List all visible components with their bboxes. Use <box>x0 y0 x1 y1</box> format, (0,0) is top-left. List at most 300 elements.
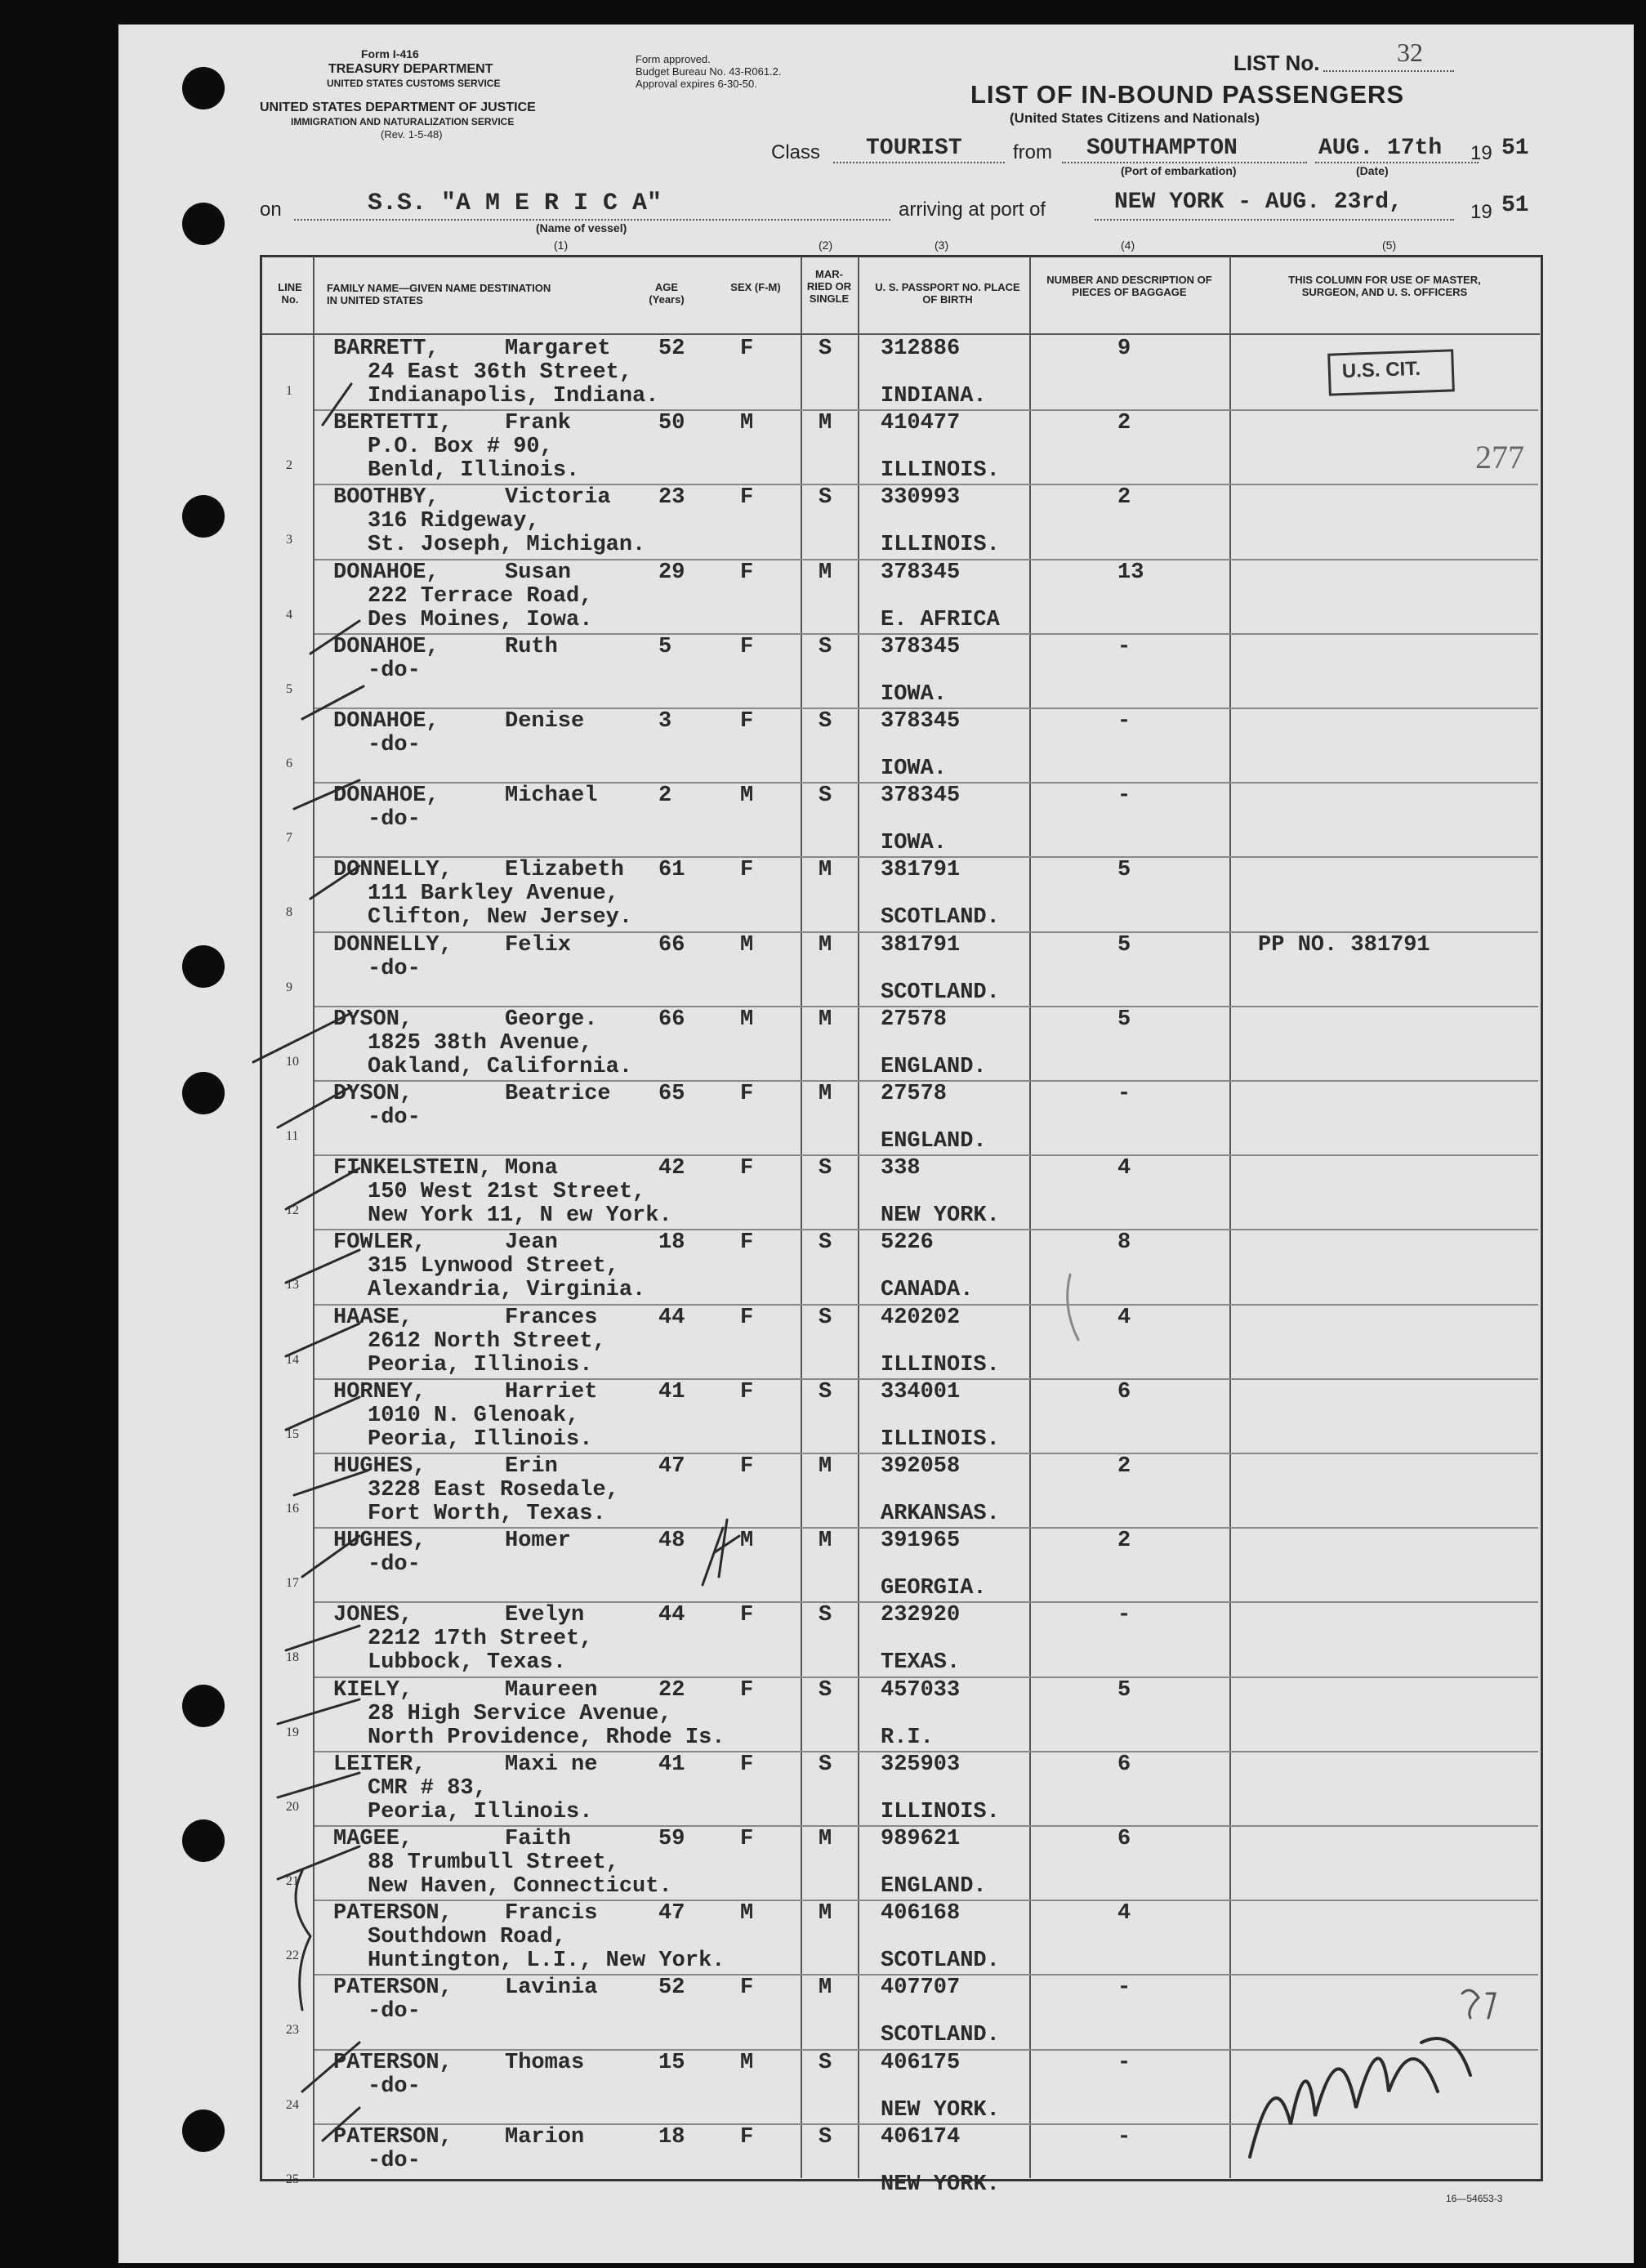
family-name: JONES, <box>333 1603 413 1628</box>
punch-hole <box>182 67 225 109</box>
passport-number: 312886 <box>881 337 961 361</box>
address-line-2: North Providence, Rhode Is. <box>368 1725 725 1750</box>
col-num-1: (1) <box>554 239 569 252</box>
col-divider-sex <box>801 257 802 2178</box>
footer-code: 16—54653-3 <box>1446 2193 1503 2204</box>
class-label: Class <box>771 141 821 163</box>
given-name: Mona <box>505 1156 558 1181</box>
baggage-pieces: 6 <box>1117 1379 1131 1404</box>
address-line-1: 1825 38th Avenue, <box>368 1030 593 1056</box>
age: 42 <box>658 1156 685 1181</box>
baggage-pieces: - <box>1117 2124 1131 2150</box>
married-or-single: M <box>819 858 832 883</box>
address-line-2: Peoria, Illinois. <box>368 1352 593 1377</box>
baggage-pieces: 2 <box>1117 1454 1131 1479</box>
col-divider-line <box>313 257 314 2178</box>
baggage-pieces: - <box>1117 784 1131 809</box>
line-number: 25 <box>286 2172 299 2186</box>
col-divider-passport <box>1029 257 1031 2178</box>
on-label: on <box>260 199 282 221</box>
col-divider-baggage <box>1229 257 1231 2178</box>
family-name: BARRETT, <box>333 337 439 361</box>
place-of-birth: ENGLAND. <box>881 1129 987 1154</box>
line-number: 6 <box>286 757 292 770</box>
age: 29 <box>658 560 685 585</box>
sex: M <box>740 784 754 809</box>
address-line-1: -do- <box>368 1552 421 1578</box>
baggage-pieces: - <box>1117 2050 1131 2075</box>
given-name: Felix <box>505 932 572 958</box>
family-name: DYSON, <box>333 1007 413 1032</box>
embark-year: 51 <box>1501 136 1529 161</box>
family-name: HORNEY, <box>333 1379 426 1404</box>
age: 61 <box>658 858 685 883</box>
address-line-1: P.O. Box # 90, <box>368 435 553 460</box>
baggage-pieces: 2 <box>1117 411 1131 436</box>
age: 44 <box>658 1305 685 1330</box>
family-name: PATERSON, <box>333 2050 453 2075</box>
year-prefix-1: 19 <box>1470 142 1492 164</box>
given-name: Thomas <box>505 2050 585 2075</box>
sex: F <box>740 1976 754 2001</box>
line-number: 4 <box>286 607 292 622</box>
line-number: 5 <box>286 681 292 696</box>
address-line-2: New York 11, N ew York. <box>368 1203 672 1229</box>
passport-number: 334001 <box>881 1379 961 1404</box>
given-name: Marion <box>505 2124 585 2150</box>
place-of-birth: ARKANSAS. <box>881 1502 1000 1526</box>
given-name: Maxi ne <box>505 1752 598 1777</box>
sex: M <box>740 411 754 436</box>
address-line-1: Southdown Road, <box>368 1925 567 1950</box>
line-number: 14 <box>286 1352 299 1367</box>
class-value: TOURIST <box>866 136 962 161</box>
family-name: DONAHOE, <box>333 634 439 659</box>
header-passport: U. S. PASSPORT NO. PLACE OF BIRTH <box>875 281 1020 306</box>
given-name: Frank <box>505 411 572 436</box>
sex: F <box>740 1752 754 1777</box>
budget-bureau: Budget Bureau No. 43-R061.2. <box>636 65 782 78</box>
list-subtitle: (United States Citizens and Nationals) <box>1010 110 1260 126</box>
age: 2 <box>658 784 672 809</box>
address-line-1: 111 Barkley Avenue, <box>368 882 619 907</box>
address-line-1: -do- <box>368 1105 421 1130</box>
address-line-2: Des Moines, Iowa. <box>368 607 593 632</box>
place-of-birth: NEW YORK. <box>881 2172 1000 2197</box>
married-or-single: S <box>819 1230 832 1256</box>
punch-hole <box>182 2110 225 2152</box>
address-line-2: New Haven, Connecticut. <box>368 1874 672 1899</box>
header-age: AGE (Years) <box>649 281 685 306</box>
married-or-single: M <box>819 1976 832 2001</box>
passport-number: 232920 <box>881 1603 961 1628</box>
family-name: HUGHES, <box>333 1454 426 1479</box>
given-name: Erin <box>505 1454 558 1479</box>
vessel-line <box>294 219 890 221</box>
family-name: PATERSON, <box>333 1901 453 1926</box>
sex: M <box>740 1007 754 1032</box>
margin-number: 277 <box>1475 439 1524 475</box>
married-or-single: S <box>819 1752 832 1777</box>
given-name: Francis <box>505 1901 598 1926</box>
married-or-single: M <box>819 932 832 958</box>
passport-number: 406174 <box>881 2124 961 2150</box>
address-line-1: 3228 East Rosedale, <box>368 1478 619 1502</box>
header-baggage: NUMBER AND DESCRIPTION OF PIECES OF BAGGAGE <box>1046 274 1212 298</box>
punch-hole <box>182 203 225 245</box>
age: 44 <box>658 1603 685 1628</box>
sex: F <box>740 1677 754 1703</box>
date-caption: (Date) <box>1356 164 1389 177</box>
sex: F <box>740 560 754 585</box>
place-of-birth: SCOTLAND. <box>881 905 1000 931</box>
passport-number: 27578 <box>881 1082 948 1106</box>
passport-number: 27578 <box>881 1007 948 1032</box>
baggage-pieces: 5 <box>1117 858 1131 883</box>
married-or-single: S <box>819 2124 832 2150</box>
address-line-1: 2212 17th Street, <box>368 1627 593 1652</box>
family-name: DONNELLY, <box>333 858 453 883</box>
address-line-2: Huntington, L.I., New York. <box>368 1949 725 1974</box>
given-name: Jean <box>505 1230 558 1256</box>
line-number: 17 <box>286 1576 299 1591</box>
age: 41 <box>658 1379 685 1404</box>
customs-service: UNITED STATES CUSTOMS SERVICE <box>327 78 501 89</box>
passport-number: 325903 <box>881 1752 961 1777</box>
age: 47 <box>658 1901 685 1926</box>
baggage-pieces: 5 <box>1117 1007 1131 1032</box>
address-line-1: -do- <box>368 2074 421 2099</box>
address-line-2: Fort Worth, Texas. <box>368 1502 606 1526</box>
address-line-1: -do- <box>368 807 421 833</box>
sex: F <box>740 1230 754 1256</box>
given-name: Susan <box>505 560 572 585</box>
married-or-single: M <box>819 560 832 585</box>
address-line-1: CMR # 83, <box>368 1775 487 1801</box>
address-line-1: 88 Trumbull Street, <box>368 1851 619 1875</box>
line-number: 1 <box>286 384 292 398</box>
line-number: 24 <box>286 2097 299 2112</box>
list-title: LIST OF IN-BOUND PASSENGERS <box>970 80 1405 109</box>
given-name: Michael <box>505 784 598 809</box>
header-name: FAMILY NAME—GIVEN NAME DESTINATION IN UNITED STATES <box>327 282 551 306</box>
address-line-2: Alexandria, Virginia. <box>368 1278 646 1303</box>
class-line <box>833 162 1005 163</box>
baggage-pieces: 9 <box>1117 337 1131 361</box>
address-line-2: Lubbock, Texas. <box>368 1650 567 1676</box>
passport-number: 420202 <box>881 1305 961 1330</box>
place-of-birth: R.I. <box>881 1725 934 1750</box>
address-line-1: 24 East 36th Street, <box>368 360 633 385</box>
col-num-2: (2) <box>819 239 833 252</box>
punch-hole <box>182 1819 225 1862</box>
family-name: BOOTHBY, <box>333 485 439 511</box>
married-or-single: S <box>819 709 832 734</box>
embark-caption: (Port of embarkation) <box>1121 164 1237 177</box>
sex: M <box>740 932 754 958</box>
line-number: 11 <box>286 1129 299 1143</box>
officer-note: PP NO. 381791 <box>1258 932 1430 958</box>
sex: F <box>740 1827 754 1851</box>
age: 50 <box>658 411 685 436</box>
baggage-pieces: 8 <box>1117 1230 1131 1256</box>
place-of-birth: ILLINOIS. <box>881 1426 1000 1452</box>
passport-number: 378345 <box>881 560 961 585</box>
baggage-pieces: 2 <box>1117 1529 1131 1554</box>
col-num-5: (5) <box>1382 239 1397 252</box>
address-line-1: 315 Lynwood Street, <box>368 1254 619 1279</box>
married-or-single: S <box>819 1379 832 1404</box>
list-number: 32 <box>1397 38 1423 67</box>
given-name: Maureen <box>505 1677 598 1703</box>
passport-number: 457033 <box>881 1677 961 1703</box>
baggage-pieces: 5 <box>1117 1677 1131 1703</box>
address-line-1: 1010 N. Glenoak, <box>368 1403 580 1428</box>
place-of-birth: TEXAS. <box>881 1650 961 1676</box>
baggage-pieces: - <box>1117 1603 1131 1628</box>
address-line-2: St. Joseph, Michigan. <box>368 533 646 558</box>
passport-number: 330993 <box>881 485 961 511</box>
sex: F <box>740 485 754 511</box>
place-of-birth: SCOTLAND. <box>881 2023 1000 2048</box>
family-name: BERTETTI, <box>333 411 453 436</box>
baggage-pieces: 4 <box>1117 1305 1131 1330</box>
date-line <box>1315 162 1479 163</box>
passport-number: 378345 <box>881 634 961 659</box>
col-num-3: (3) <box>935 239 949 252</box>
sex: F <box>740 709 754 734</box>
address-line-2: Peoria, Illinois. <box>368 1799 593 1824</box>
married-or-single: M <box>819 1082 832 1106</box>
family-name: FINKELSTEIN, <box>333 1156 493 1181</box>
baggage-pieces: - <box>1117 634 1131 659</box>
line-number: 9 <box>286 980 292 994</box>
age: 18 <box>658 2124 685 2150</box>
given-name: Lavinia <box>505 1976 598 2001</box>
place-of-birth: SCOTLAND. <box>881 980 1000 1005</box>
sex: F <box>740 858 754 883</box>
place-of-birth: IOWA. <box>881 757 948 781</box>
given-name: Beatrice <box>505 1082 611 1106</box>
place-of-birth: NEW YORK. <box>881 2097 1000 2123</box>
arrival-line <box>1095 219 1454 221</box>
married-or-single: M <box>819 1007 832 1032</box>
form-number: Form I-416 <box>361 47 419 60</box>
age: 52 <box>658 337 685 361</box>
sex: F <box>740 1305 754 1330</box>
given-name: Frances <box>505 1305 598 1330</box>
married-or-single: S <box>819 784 832 809</box>
year-prefix-2: 19 <box>1470 201 1492 223</box>
line-number: 3 <box>286 533 292 547</box>
sex: M <box>740 1901 754 1926</box>
sex: F <box>740 1082 754 1106</box>
line-number: 22 <box>286 1949 299 1963</box>
embark-line <box>1062 162 1307 163</box>
form-revision: (Rev. 1-5-48) <box>381 128 443 141</box>
married-or-single: M <box>819 1529 832 1554</box>
place-of-birth: IOWA. <box>881 681 948 707</box>
line-number: 23 <box>286 2023 299 2038</box>
place-of-birth: E. AFRICA <box>881 607 1000 632</box>
header-sex: SEX (F-M) <box>730 281 781 293</box>
passport-number: 406168 <box>881 1901 961 1926</box>
list-no-line <box>1323 70 1454 72</box>
baggage-pieces: 4 <box>1117 1901 1131 1926</box>
given-name: Evelyn <box>505 1603 585 1628</box>
place-of-birth: NEW YORK. <box>881 1203 1000 1229</box>
sex: F <box>740 634 754 659</box>
family-name: DYSON, <box>333 1082 413 1106</box>
sex: F <box>740 1156 754 1181</box>
passport-number: 381791 <box>881 858 961 883</box>
age: 65 <box>658 1082 685 1106</box>
line-number: 20 <box>286 1799 299 1814</box>
age: 48 <box>658 1529 685 1554</box>
embark-date: AUG. 17th <box>1318 136 1443 161</box>
sex: F <box>740 337 754 361</box>
family-name: HAASE, <box>333 1305 413 1330</box>
family-name: PATERSON, <box>333 2124 453 2150</box>
passport-number: 5226 <box>881 1230 934 1256</box>
baggage-pieces: 5 <box>1117 932 1131 958</box>
age: 22 <box>658 1677 685 1703</box>
place-of-birth: CANADA. <box>881 1278 974 1303</box>
married-or-single: S <box>819 1305 832 1330</box>
treasury-department: TREASURY DEPARTMENT <box>328 62 493 76</box>
age: 15 <box>658 2050 685 2075</box>
sex: F <box>740 1603 754 1628</box>
vessel-name: S.S. "A M E R I C A" <box>368 190 662 217</box>
place-of-birth: ENGLAND. <box>881 1054 987 1079</box>
age: 23 <box>658 485 685 511</box>
family-name: FOWLER, <box>333 1230 426 1256</box>
age: 5 <box>658 634 672 659</box>
baggage-pieces: 13 <box>1117 560 1144 585</box>
address-line-2: Benld, Illinois. <box>368 458 580 484</box>
married-or-single: S <box>819 1677 832 1703</box>
given-name: Ruth <box>505 634 558 659</box>
address-line-1: 28 High Service Avenue, <box>368 1701 672 1726</box>
married-or-single: S <box>819 337 832 361</box>
punch-hole <box>182 1072 225 1114</box>
age: 47 <box>658 1454 685 1479</box>
address-line-1: -do- <box>368 1999 421 2025</box>
line-number: 19 <box>286 1725 299 1739</box>
married-or-single: M <box>819 1827 832 1851</box>
passport-number: 378345 <box>881 709 961 734</box>
arriving-label: arriving at port of <box>899 199 1046 221</box>
line-number: 21 <box>286 1874 299 1888</box>
sex: F <box>740 1379 754 1404</box>
passport-number: 406175 <box>881 2050 961 2075</box>
address-line-1: -do- <box>368 956 421 981</box>
address-line-2: Oakland, California. <box>368 1054 633 1079</box>
us-citizen-stamp <box>1327 349 1455 395</box>
given-name: Harriet <box>505 1379 598 1404</box>
given-name: Faith <box>505 1827 572 1851</box>
family-name: HUGHES, <box>333 1529 426 1554</box>
place-of-birth: ENGLAND. <box>881 1874 987 1899</box>
approval-expires: Approval expires 6-30-50. <box>636 78 757 90</box>
header-married: MAR-RIED OR SINGLE <box>806 268 852 305</box>
married-or-single: S <box>819 634 832 659</box>
line-number: 16 <box>286 1502 299 1516</box>
port-of-embarkation: SOUTHAMPTON <box>1086 136 1238 161</box>
col-divider-married <box>858 257 859 2178</box>
sex: M <box>740 1529 754 1554</box>
age: 66 <box>658 932 685 958</box>
passport-number: 392058 <box>881 1454 961 1479</box>
line-number: 13 <box>286 1278 299 1292</box>
list-no-label: LIST No. <box>1233 51 1320 75</box>
address-line-1: 2612 North Street, <box>368 1328 606 1354</box>
age: 66 <box>658 1007 685 1032</box>
baggage-pieces: - <box>1117 1976 1131 2001</box>
place-of-birth: ILLINOIS. <box>881 458 1000 484</box>
passport-number: 410477 <box>881 411 961 436</box>
married-or-single: S <box>819 1603 832 1628</box>
age: 41 <box>658 1752 685 1777</box>
vessel-caption: (Name of vessel) <box>536 221 627 234</box>
given-name: Homer <box>505 1529 572 1554</box>
passport-number: 338 <box>881 1156 921 1181</box>
place-of-birth: GEORGIA. <box>881 1576 987 1601</box>
line-number: 8 <box>286 905 292 920</box>
form-approved: Form approved. <box>636 53 711 65</box>
line-number: 15 <box>286 1426 299 1441</box>
married-or-single: M <box>819 1901 832 1926</box>
passport-number: 378345 <box>881 784 961 809</box>
given-name: George. <box>505 1007 598 1032</box>
age: 18 <box>658 1230 685 1256</box>
punch-hole <box>182 1685 225 1727</box>
address-line-1: 222 Terrace Road, <box>368 583 593 609</box>
married-or-single: S <box>819 2050 832 2075</box>
address-line-2: Indianapolis, Indiana. <box>368 384 659 409</box>
family-name: MAGEE, <box>333 1827 413 1851</box>
family-name: DONNELLY, <box>333 932 453 958</box>
arrival-year: 51 <box>1501 193 1529 218</box>
place-of-birth: ILLINOIS. <box>881 1352 1000 1377</box>
address-line-1: -do- <box>368 733 421 757</box>
address-line-1: -do- <box>368 658 421 683</box>
line-number: 18 <box>286 1650 299 1665</box>
immigration-service: IMMIGRATION AND NATURALIZATION SERVICE <box>291 116 515 127</box>
family-name: LEITER, <box>333 1752 426 1777</box>
header-line-no: LINE No. <box>278 281 302 306</box>
address-line-1: -do- <box>368 2148 421 2173</box>
given-name: Victoria <box>505 485 611 511</box>
place-of-birth: ILLINOIS. <box>881 533 1000 558</box>
passport-number: 989621 <box>881 1827 961 1851</box>
address-line-1: 150 West 21st Street, <box>368 1180 646 1205</box>
passport-number: 407707 <box>881 1976 961 2001</box>
baggage-pieces: 2 <box>1117 485 1131 511</box>
line-number: 12 <box>286 1203 299 1218</box>
sex: F <box>740 1454 754 1479</box>
col-num-4: (4) <box>1121 239 1135 252</box>
passport-number: 381791 <box>881 932 961 958</box>
age: 52 <box>658 1976 685 2001</box>
married-or-single: M <box>819 1454 832 1479</box>
baggage-pieces: 6 <box>1117 1827 1131 1851</box>
line-number: 7 <box>286 831 292 846</box>
given-name: Denise <box>505 709 585 734</box>
family-name: PATERSON, <box>333 1976 453 2001</box>
sex: F <box>740 2124 754 2150</box>
given-name: Margaret <box>505 337 611 361</box>
